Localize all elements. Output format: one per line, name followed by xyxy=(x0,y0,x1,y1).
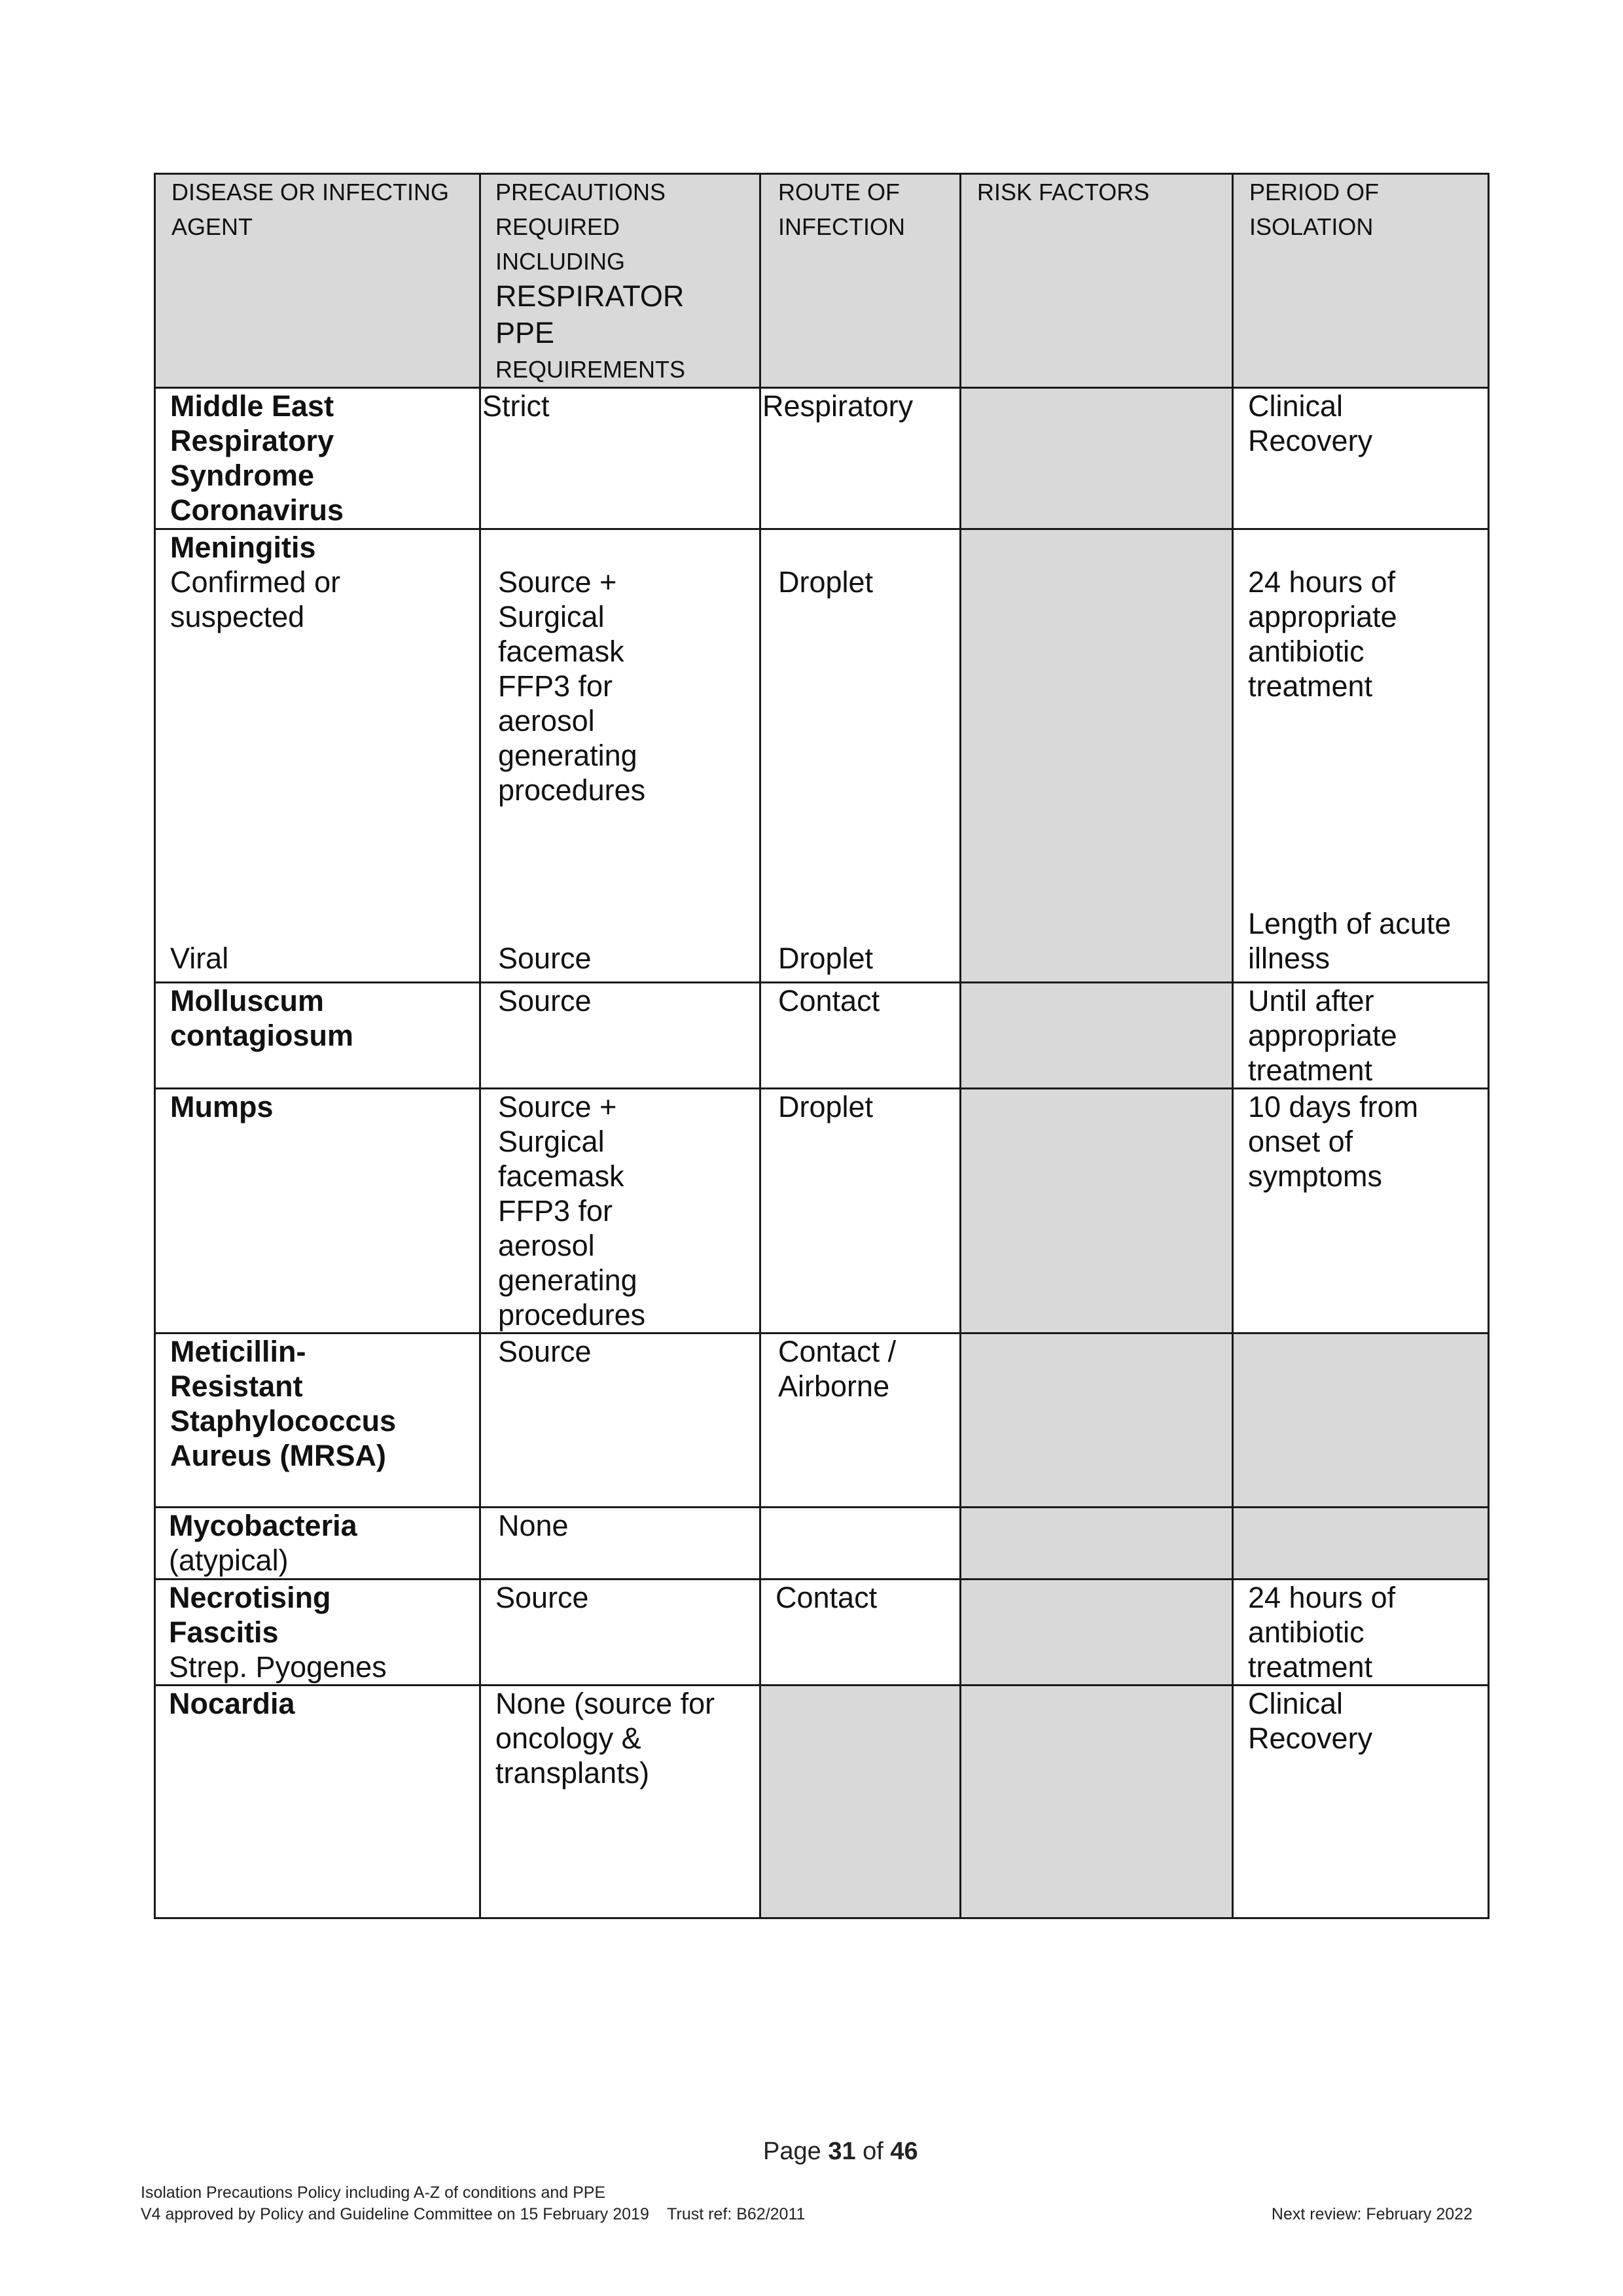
table-header-row xyxy=(155,174,1489,388)
table-row xyxy=(155,1333,1489,1508)
page-number: Page 31 of 46 xyxy=(763,2138,918,2165)
table-row xyxy=(155,388,1489,529)
route-value: Contact xyxy=(776,1581,878,1614)
table-row xyxy=(155,1508,1489,1580)
disease-subtype: (atypical) xyxy=(169,1544,289,1577)
period-value: 24 hours of appropriate antibiotic treatment xyxy=(1248,565,1397,703)
risk-cell xyxy=(961,983,1233,1089)
header-precautions-respirator: RESPIRATOR PPE xyxy=(495,279,685,349)
route-value: Respiratory xyxy=(762,389,914,423)
precautions-value: Source + Surgical facemask FFP3 for aerosol generating procedures xyxy=(498,1090,646,1332)
route-value: Contact xyxy=(778,984,880,1017)
disease-name: Mumps xyxy=(170,1090,274,1123)
disease-subtype: Confirmed or suspected xyxy=(170,565,341,633)
period-value: 10 days from onset of symptoms xyxy=(1248,1090,1419,1193)
header-risk-label: RISK FACTORS xyxy=(977,179,1150,205)
page-current: 31 xyxy=(828,2138,856,2165)
period-value: Clinical Recovery xyxy=(1248,389,1373,457)
route-value: Contact / Airborne xyxy=(778,1335,897,1403)
page-total: 46 xyxy=(890,2138,918,2165)
precautions-value: Source xyxy=(495,1581,589,1614)
disease-name: Necrotising Fascitis xyxy=(169,1581,331,1649)
period-value: Clinical Recovery xyxy=(1248,1687,1373,1755)
risk-cell xyxy=(961,529,1233,983)
precautions-value-viral: Source xyxy=(498,942,592,975)
table-row xyxy=(155,1580,1489,1686)
risk-cell xyxy=(961,1333,1233,1508)
period-cell xyxy=(1233,1333,1489,1508)
route-value-viral: Droplet xyxy=(778,942,874,975)
precautions-value: None xyxy=(498,1509,569,1542)
period-value: 24 hours of antibiotic treatment xyxy=(1248,1581,1396,1684)
footer-next-review: Next review: February 2022 xyxy=(1271,2205,1472,2223)
disease-name: Mycobacteria xyxy=(169,1509,357,1542)
header-precautions-label: PRECAUTIONS REQUIRED INCLUDING xyxy=(495,179,666,275)
precautions-value: Strict xyxy=(482,389,550,423)
header-disease xyxy=(155,174,480,388)
header-risk xyxy=(961,174,1233,388)
precautions-value: None (source for oncology & transplants) xyxy=(495,1687,715,1790)
disease-name: Meningitis xyxy=(170,531,316,564)
table-row xyxy=(155,529,1489,983)
disease-name: Molluscum contagiosum xyxy=(170,984,354,1052)
period-cell xyxy=(1233,1508,1489,1580)
disease-name: Meticillin- Resistant Staphylococcus Aureus (MRSA) xyxy=(170,1335,397,1472)
disease-name: Middle East Respiratory Syndrome Coronavirus xyxy=(170,389,344,527)
header-disease-label: DISEASE OR INFECTING AGENT xyxy=(171,179,450,240)
footer-approval: V4 approved by Policy and Guideline Committee on 15 February 2019 Trust ref: B62/2011 xyxy=(141,2205,806,2223)
risk-cell xyxy=(961,1686,1233,1918)
table-row xyxy=(155,1089,1489,1333)
precautions-value: Source + Surgical facemask FFP3 for aerosol generating procedures xyxy=(498,565,646,807)
route-value: Droplet xyxy=(778,565,874,599)
table-row xyxy=(155,1686,1489,1918)
table-row xyxy=(155,983,1489,1089)
route-value: Droplet xyxy=(778,1090,874,1123)
header-precautions-requirements: REQUIREMENTS xyxy=(495,356,686,383)
footer-policy-title: Isolation Precautions Policy including A-Z of conditions and PPE xyxy=(141,2183,606,2202)
period-value-viral: Length of acute illness xyxy=(1248,907,1452,975)
risk-cell xyxy=(961,1580,1233,1686)
disease-name: Nocardia xyxy=(169,1687,295,1720)
risk-cell xyxy=(961,1089,1233,1333)
route-cell xyxy=(760,1508,961,1580)
header-precautions xyxy=(480,174,760,388)
header-period xyxy=(1233,174,1489,388)
header-period-label: PERIOD OF ISOLATION xyxy=(1249,179,1380,240)
precautions-value: Source xyxy=(498,984,592,1017)
precautions-value: Source xyxy=(498,1335,592,1368)
risk-cell xyxy=(961,1508,1233,1580)
period-value: Until after appropriate treatment xyxy=(1248,984,1397,1087)
route-cell xyxy=(760,1686,961,1918)
header-route-label: ROUTE OF INFECTION xyxy=(778,179,905,240)
header-route xyxy=(760,174,961,388)
disease-subtype-viral: Viral xyxy=(170,942,229,975)
risk-cell xyxy=(961,388,1233,529)
isolation-table xyxy=(154,173,1489,1919)
disease-subtype: Strep. Pyogenes xyxy=(169,1650,387,1684)
